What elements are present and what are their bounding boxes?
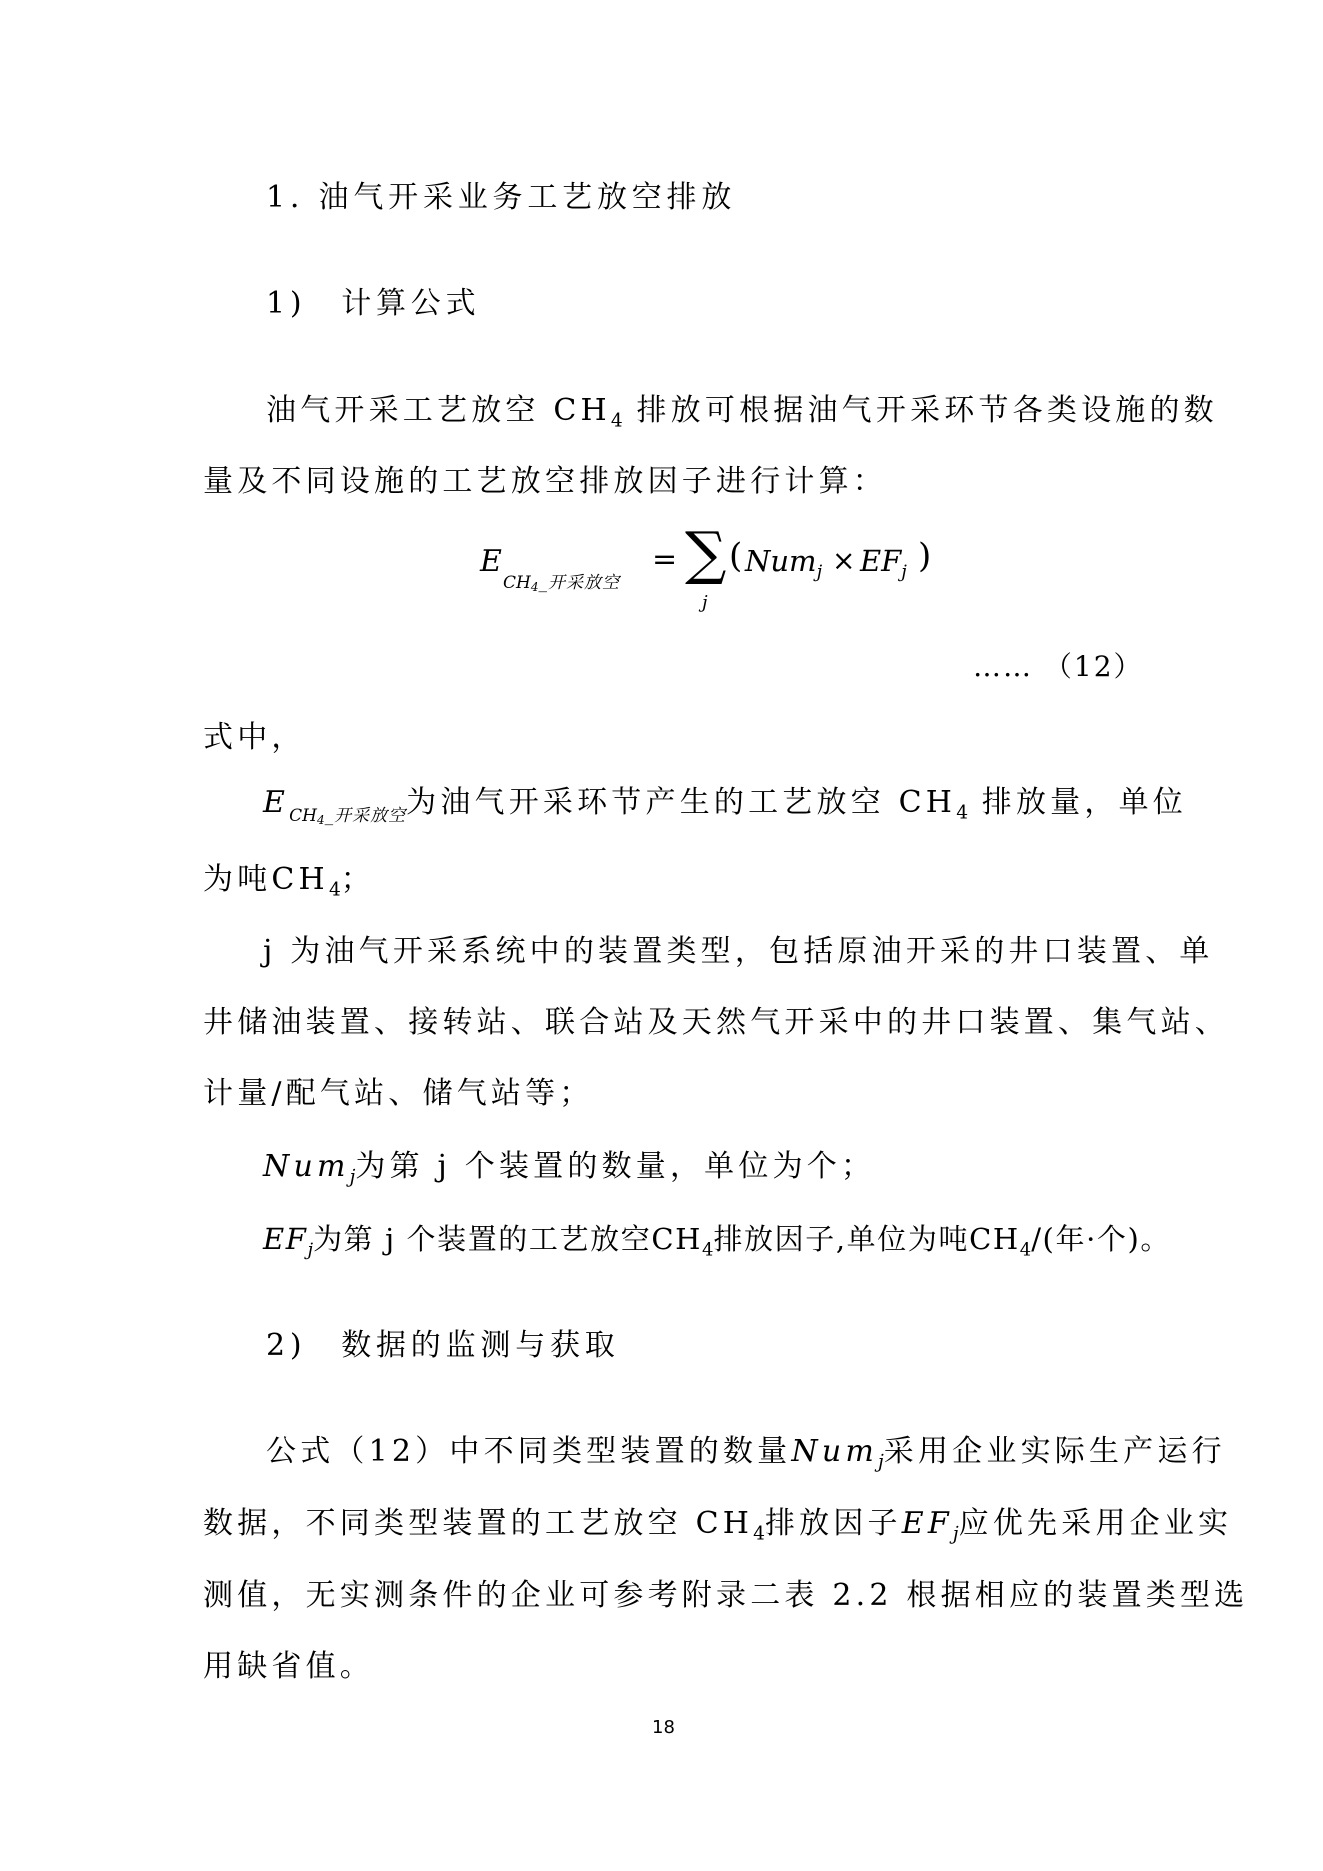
def-ef-ch4: $CH_4$ xyxy=(651,1222,714,1261)
para2-line-4: 用缺省值。 xyxy=(203,1649,374,1684)
page-number: 18 xyxy=(652,1717,675,1738)
def-j-line-2: 井储油装置、接转站、联合站及天然气开采中的井口装置、集气站、 xyxy=(203,1005,1229,1040)
intro-text-a: 油气开采工艺放空 xyxy=(266,393,540,428)
subheading-1-text: 1) 计算公式 xyxy=(266,286,481,321)
intro-line-2 xyxy=(203,462,887,502)
ch4-term: $CH_4$ xyxy=(553,393,623,432)
def-e-ch4: $CH_4$ xyxy=(898,785,969,824)
def-e-line-1 xyxy=(263,783,1187,840)
para2-num-var: Num$_j$ xyxy=(791,1434,884,1473)
equation-number: …… （12） xyxy=(973,650,1144,683)
def-e-line-2: 为吨$CH_4$； xyxy=(203,862,375,901)
def-j-line-1: j 为油气开采系统中的装置类型，包括原油开采的井口装置、单 xyxy=(263,934,1214,969)
eq-num-term: Num$_j$ xyxy=(745,544,823,583)
def-e-text-b: 排放量，单位 xyxy=(981,785,1187,820)
def-e-unit-ch4: $CH_4$ xyxy=(271,862,341,901)
intro-text-line2: 量及不同设施的工艺放空排放因子进行计算： xyxy=(203,464,887,499)
section-heading-text: 1. 油气开采业务工艺放空排放 xyxy=(266,180,737,215)
sigma-icon: ∑ xyxy=(685,519,727,587)
subheading-data-monitoring xyxy=(266,1326,620,1366)
para2-ef-var: $EF_j$ xyxy=(901,1506,959,1545)
intro-text-b: 排放可根据油气开采环节各类设施的数 xyxy=(636,393,1218,428)
def-e-text-a: 为油气开采环节产生的工艺放空 xyxy=(406,785,885,820)
eq-lhs-var: E xyxy=(480,544,502,579)
def-ef-text-a: 为第 j 个装置的工艺放空 xyxy=(313,1222,652,1256)
subheading-2-text: 2) 数据的监测与获取 xyxy=(266,1328,620,1363)
def-num-text: 为第 j 个装置的数量，单位为个； xyxy=(355,1149,876,1184)
def-ef-text-c: /(年·个)。 xyxy=(1031,1222,1172,1256)
eq-equals: = xyxy=(652,542,678,577)
para2-line-3: 测值，无实测条件的企业可参考附录二表 2.2 根据相应的装置类型选 xyxy=(203,1578,1249,1613)
def-ef-var: $EF_j$ xyxy=(263,1222,314,1261)
eq-close-paren: ) xyxy=(918,536,932,576)
def-j-line-3: 计量/配气站、储气站等； xyxy=(203,1076,594,1111)
intro-line-1 xyxy=(266,391,1218,431)
para2-ch4: $CH_4$ xyxy=(695,1506,765,1545)
def-num-line xyxy=(263,1147,875,1187)
subheading-calculation-formula xyxy=(266,284,480,324)
def-ef-line xyxy=(263,1219,1171,1259)
eq-sigma-index: j xyxy=(702,592,708,613)
def-e-var: $E_{CH4\_开采放空}$ xyxy=(263,785,407,827)
eq-ef-term: $EF_j$ xyxy=(860,544,907,583)
def-num-var: Num$_j$ xyxy=(263,1149,356,1188)
para2-line-1: 公式（12）中不同类型装置的数量Num$_j$采用企业实际生产运行 xyxy=(266,1434,1226,1473)
para2-line-2: 数据，不同类型装置的工艺放空 $CH_4$排放因子$EF_j$应优先采用企业实 xyxy=(203,1506,1233,1545)
eq-lhs-subscript: CH4_开采放空 xyxy=(503,573,620,594)
def-ef-text-b: 排放因子,单位为吨 xyxy=(713,1222,970,1256)
eq-open-paren: ( xyxy=(729,536,743,576)
eq-times: × xyxy=(832,544,856,577)
where-label: 式中， xyxy=(203,720,306,755)
def-ef-unit-ch4: $CH_4$ xyxy=(969,1222,1032,1261)
section-heading xyxy=(266,178,736,218)
